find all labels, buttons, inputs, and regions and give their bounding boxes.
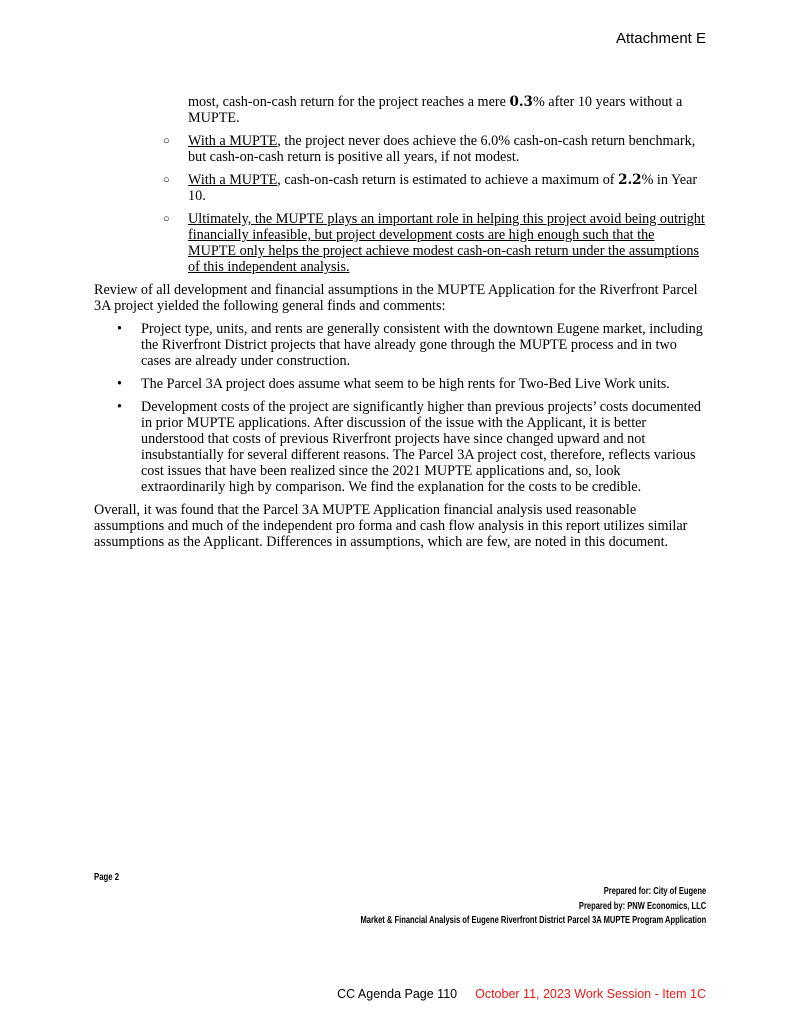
- bullet-list: [94, 321, 706, 495]
- document-body: [94, 94, 706, 557]
- agenda-footer: [337, 987, 706, 1001]
- report-footer: [226, 884, 706, 928]
- conclusion-paragraph: Overall, it was found that the Parcel 3A MUPTE Application financial analysis used reasonable assumptions and much of the independent pro forma and cash flow analysis in this report utilizes similar assumptions as the Applicant. Differences in assumptions, which are few, are noted in this document.: [94, 502, 688, 550]
- sub-bullet-text: With a MUPTE: [188, 172, 278, 188]
- work-session-label: October 11, 2023 Work Session - Item 1C: [475, 987, 706, 1001]
- bullet-item: [117, 399, 706, 495]
- page-number: Page 2: [94, 872, 120, 883]
- sub-bullet-text: With a MUPTE: [188, 133, 278, 149]
- sub-bullet-text: % in Year 10.: [188, 172, 698, 204]
- hollow-circle-icon: ○: [163, 135, 170, 147]
- bullet-item: [117, 321, 706, 369]
- sub-bullet-text: % after 10 years without a MUPTE.: [188, 94, 683, 126]
- bullet-dot-icon: •: [117, 321, 122, 337]
- bullet-text: Development costs of the project are significantly higher than previous projects’ costs documented in prior MUPTE applications. After discussion of the issue with the Applicant, it is better understood that costs of previous Riverfront projects have since changed upward and not insubstantially for several different reasons. The Parcel 3A project cost, therefore, reflects various cost issues that have been realized since the 2021 MUPTE applications and, so, look extraordinarily high by comparison. We find the explanation for the costs to be credible.: [141, 399, 701, 495]
- sub-bullet-item: [163, 211, 706, 275]
- hollow-circle-icon: ○: [163, 174, 170, 186]
- report-title: Market & Financial Analysis of Eugene Riverfront District Parcel 3A MUPTE Program Application: [360, 914, 706, 926]
- sub-bullet-text: 2.2: [618, 172, 642, 188]
- bullet-dot-icon: •: [117, 399, 122, 415]
- hollow-circle-icon: ○: [163, 213, 170, 225]
- sub-bullet-text: , cash-on-cash return is estimated to achieve a maximum of: [277, 172, 619, 188]
- sub-bullet-text: , the project never does achieve the 6.0% cash-on-cash return benchmark, but cash-on-cash return is positive all years, if not modest.: [188, 133, 696, 165]
- sub-bullet-item: [163, 172, 706, 204]
- bullet-text: The Parcel 3A project does assume what seem to be high rents for Two-Bed Live Work units.: [141, 376, 670, 392]
- sub-bullet-text: Ultimately, the MUPTE plays an important role in helping this project avoid being outright financially infeasible, but project development costs are high enough such that the MUPTE only helps the project achieve modest cash-on-cash return under the assumptions of this independent analysis.: [188, 211, 705, 275]
- sub-bullet-text: most, cash-on-cash return for the project reaches a mere: [188, 94, 510, 110]
- agenda-page: CC Agenda Page 110: [337, 987, 458, 1001]
- bullet-dot-icon: •: [117, 376, 122, 392]
- prepared-by: Prepared by: PNW Economics, LLC: [578, 899, 706, 912]
- sub-bullet-text: 0.3: [509, 94, 533, 110]
- intro-paragraph: Review of all development and financial assumptions in the MUPTE Application for the Riverfront Parcel 3A project yielded the following general finds and comments:: [94, 282, 698, 314]
- sub-bullet-item: [188, 94, 706, 126]
- sub-bullet-item: [163, 133, 706, 165]
- attachment-label: Attachment E: [615, 30, 706, 47]
- sub-bullet-list: [94, 94, 706, 275]
- bullet-text: Project type, units, and rents are generally consistent with the downtown Eugene market, including the Riverfront District projects that have already gone through the MUPTE process and in two cases are already under construction.: [141, 321, 703, 369]
- bullet-item: [117, 376, 706, 392]
- prepared-for: Prepared for: City of Eugene: [603, 885, 706, 897]
